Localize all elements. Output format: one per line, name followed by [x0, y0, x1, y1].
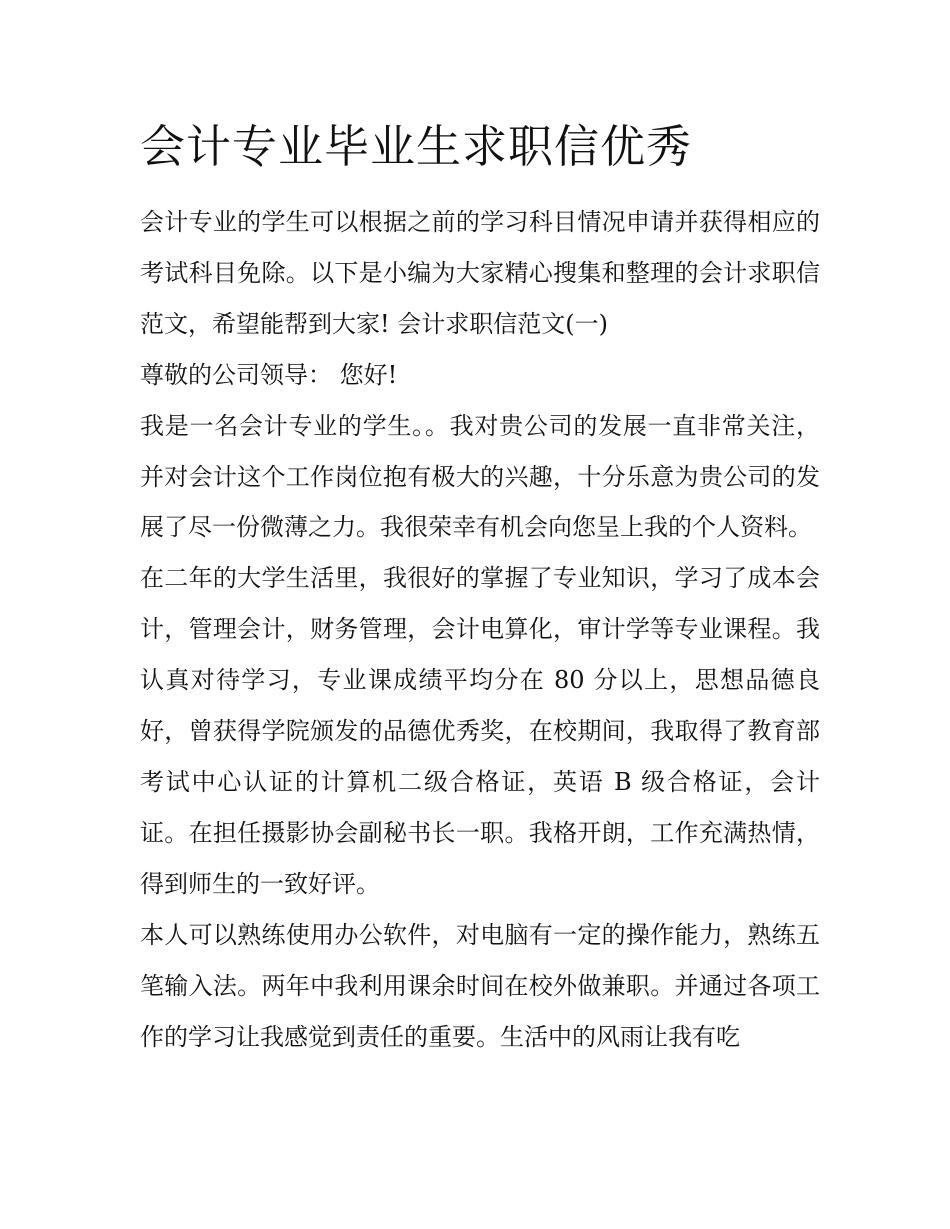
document-body: [140, 197, 820, 1062]
paragraph-introduction: 我是一名会计专业的学生。。我对贵公司的发展一直非常关注，并对会计这个工作岗位抱有极大的兴趣，十分乐意为贵公司的发展了尽一份微薄之力。我很荣幸有机会向您呈上我的个人资料。: [140, 411, 820, 542]
paragraph-education: 在二年的大学生活里，我很好的掌握了专业知识，学习了成本会计，管理会计，财务管理，会计电算化，审计学等专业课程。我认真对待学习，专业课成绩平均分在 80 分以上，思想品德良好，曾获得学院颁发的品德优秀奖，在校期间，我取得了教育部考试中心认证的计算机二级合格证，英语 B 级合格证，会计证。在担任摄影协会副秘书长一职。我格开朗，工作充满热情，得到师生的一致好评。: [140, 564, 820, 898]
paragraph-salutation: 尊敬的公司领导： 您好!: [140, 360, 398, 389]
paragraph-intro: 会计专业的学生可以根据之前的学习科目情况申请并获得相应的考试科目免除。以下是小编为大家精心搜集和整理的会计求职信范文，希望能帮到大家! 会计求职信范文(一): [140, 208, 820, 338]
document-title: 会计专业毕业生求职信优秀: [140, 120, 693, 173]
paragraph-skills: 本人可以熟练使用办公软件，对电脑有一定的操作能力，熟练五笔输入法。两年中我利用课余时间在校外做兼职。并通过各项工作的学习让我感觉到责任的重要。生活中的风雨让我有吃: [140, 920, 820, 1051]
